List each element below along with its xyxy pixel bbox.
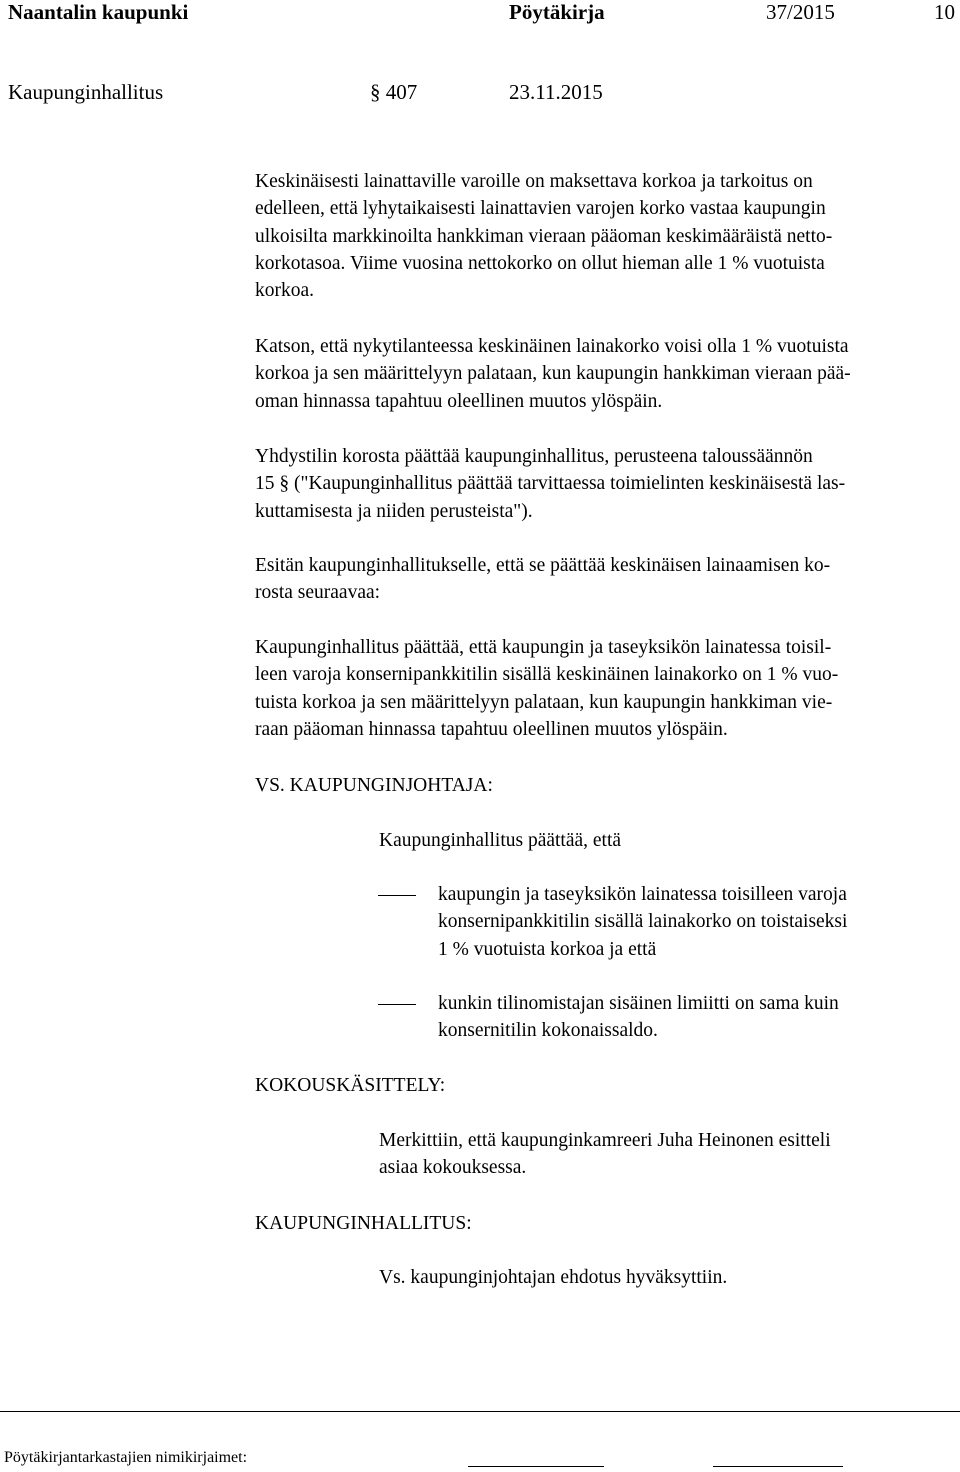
text-line: konsernipankkitilin sisällä lainakorko on toistaiseksi xyxy=(438,911,848,933)
proposal-bullet-2 xyxy=(438,990,839,1045)
text-line: kuttamisesta ja niiden perusteista"). xyxy=(255,500,533,522)
text-line: korkotasoa. Viime vuosina nettokorko on ollut hieman alle 1 % vuotuista xyxy=(255,252,825,274)
paragraph-3 xyxy=(255,443,957,525)
document-number: 37/2015 xyxy=(766,0,835,24)
text-line: raan pääoman hinnassa tapahtuu oleellinen muutos ylöspäin. xyxy=(255,718,728,740)
footer-label: Pöytäkirjantarkastajien nimikirjaimet: xyxy=(4,1449,248,1466)
proposal-heading: VS. KAUPUNGINJOHTAJA: xyxy=(255,775,493,796)
text-line: korkoa. xyxy=(255,280,315,302)
text-line: konsernitilin kokonaissaldo. xyxy=(438,1020,658,1042)
text-line: Merkittiin, että kaupunginkamreeri Juha Heinonen esitteli xyxy=(379,1130,831,1151)
proposal-bullet-1 xyxy=(438,881,847,963)
section-number: § 407 xyxy=(370,80,418,104)
paragraph-5 xyxy=(255,634,957,743)
text-line: tuista korkoa ja sen määrittelyyn palataan, kun kaupungin hankkiman vie- xyxy=(255,691,833,713)
footer-divider xyxy=(0,1411,960,1412)
paragraph-4 xyxy=(255,552,957,607)
meeting-heading: KOKOUSKÄSITTELY: xyxy=(255,1075,446,1096)
text-line: Kaupunginhallitus päättää, että kaupungin ja taseyksikön lainatessa toisil- xyxy=(255,637,832,658)
decision-text: Vs. kaupunginjohtajan ehdotus hyväksyttiin. xyxy=(379,1267,728,1288)
text-line: rosta seuraavaa: xyxy=(255,582,381,604)
proposal-intro: Kaupunginhallitus päättää, että xyxy=(379,830,622,851)
meeting-text xyxy=(379,1127,831,1182)
text-line: oman hinnassa tapahtuu oleellinen muutos ylöspäin. xyxy=(255,390,663,412)
signature-line xyxy=(713,1466,843,1467)
document-type: Pöytäkirja xyxy=(509,0,605,24)
body-name: Kaupunginhallitus xyxy=(8,80,164,104)
text-line: 1 % vuotuista korkoa ja että xyxy=(438,938,657,960)
text-line: Esitän kaupunginhallitukselle, että se päättää keskinäisen lainaamisen ko- xyxy=(255,555,831,576)
text-line: 15 § ("Kaupunginhallitus päättää tarvittaessa toimielinten keskinäisestä las- xyxy=(255,473,846,495)
municipality-name: Naantalin kaupunki xyxy=(8,0,189,24)
text-line: Katson, että nykytilanteessa keskinäinen lainakorko voisi olla 1 % vuotuista xyxy=(255,336,849,357)
text-line: kunkin tilinomistajan sisäinen limiitti on sama kuin xyxy=(438,993,839,1014)
text-line: ulkoisilta markkinoilta hankkiman vieraan pääoman keskimääräistä netto- xyxy=(255,225,833,247)
decision-heading: KAUPUNGINHALLITUS: xyxy=(255,1213,472,1234)
text-line: Keskinäisesti lainattaville varoille on maksettava korkoa ja tarkoitus on xyxy=(255,171,813,192)
text-line: kaupungin ja taseyksikön lainatessa toisilleen varoja xyxy=(438,884,847,905)
page-number: 10 xyxy=(934,0,955,24)
text-line: leen varoja konsernipankkitilin sisällä keskinäinen lainakorko on 1 % vuo- xyxy=(255,664,839,686)
text-line: Yhdystilin korosta päättää kaupunginhallitus, perusteena taloussäännön xyxy=(255,446,813,467)
meeting-date: 23.11.2015 xyxy=(509,80,603,104)
paragraph-1 xyxy=(255,168,957,304)
text-line: asiaa kokouksessa. xyxy=(379,1157,527,1179)
signature-line xyxy=(468,1466,604,1467)
text-line: korkoa ja sen määrittelyyn palataan, kun kaupungin hankkiman vieraan pää- xyxy=(255,363,851,385)
paragraph-2 xyxy=(255,333,957,415)
text-line: edelleen, että lyhytaikaisesti lainattavien varojen korko vastaa kaupungin xyxy=(255,198,826,220)
bullet-dash xyxy=(378,1004,416,1005)
bullet-dash xyxy=(378,895,416,896)
